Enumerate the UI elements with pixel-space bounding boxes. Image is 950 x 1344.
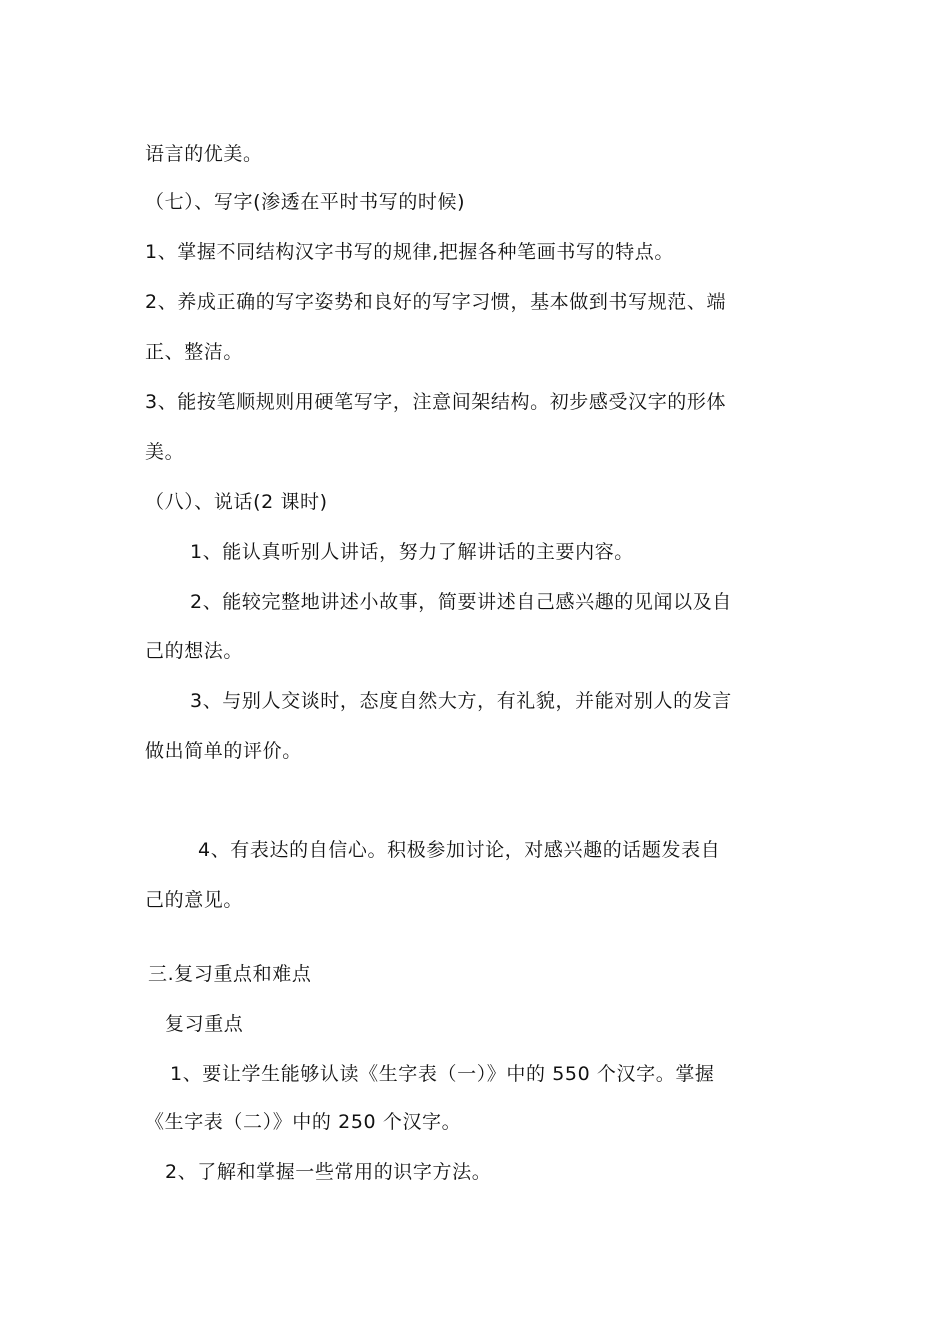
text-line: 3、与别人交谈时，态度自然大方，有礼貌，并能对别人的发言 xyxy=(190,690,732,712)
text-line: 2、能较完整地讲述小故事，简要讲述自己感兴趣的见闻以及自 xyxy=(190,591,732,613)
text-line: 1、能认真听别人讲话，努力了解讲话的主要内容。 xyxy=(190,541,634,563)
text-line: 1、要让学生能够认读《生字表（一）》中的 550 个汉字。掌握 xyxy=(170,1063,715,1085)
section-heading: 三.复习重点和难点 xyxy=(148,963,312,985)
text-line: 1、掌握不同结构汉字书写的规律,把握各种笔画书写的特点。 xyxy=(145,241,674,263)
text-line: 己的意见。 xyxy=(145,889,244,911)
section-heading: （七）、写字(渗透在平时书写的时候) xyxy=(145,191,466,213)
section-heading: （八）、说话(2 课时) xyxy=(145,491,328,513)
text-line: 己的想法。 xyxy=(145,640,244,662)
text-line: 正、整洁。 xyxy=(145,341,244,363)
text-line: 《生字表（二）》中的 250 个汉字。 xyxy=(145,1111,462,1133)
text-line: 3、能按笔顺规则用硬笔写字，注意间架结构。初步感受汉字的形体 xyxy=(145,391,727,413)
subsection-heading: 复习重点 xyxy=(165,1013,244,1035)
text-line: 4、有表达的自信心。积极参加讨论，对感兴趣的话题发表自 xyxy=(198,839,721,861)
text-line: 2、养成正确的写字姿势和良好的写字习惯，基本做到书写规范、端 xyxy=(145,291,727,313)
text-line: 美。 xyxy=(145,441,185,463)
text-line: 做出简单的评价。 xyxy=(145,740,302,762)
text-line: 语言的优美。 xyxy=(145,143,263,165)
text-line: 2、了解和掌握一些常用的识字方法。 xyxy=(165,1161,492,1183)
